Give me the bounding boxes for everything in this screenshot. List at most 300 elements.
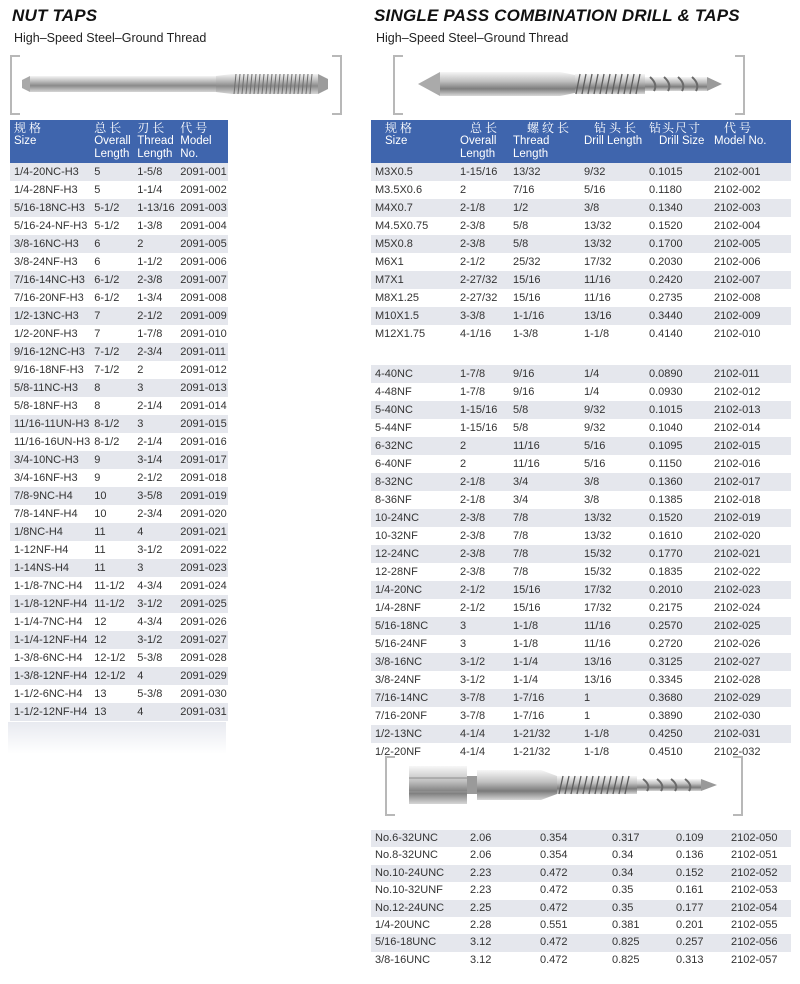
table-cell: 3-5/8	[133, 487, 176, 505]
table-cell: 5-3/8	[137, 652, 163, 664]
table-cell: 2102-029	[710, 689, 791, 707]
table-cell: 1/4-20NC	[371, 581, 456, 599]
table-cell: 7/8-9NC-H4	[10, 487, 90, 505]
table-cell: 2102-025	[710, 617, 791, 635]
table-cell: 5/16-24-NF-H3	[14, 220, 88, 232]
table-cell: 5/8	[509, 401, 580, 419]
table-cell: M3.5X0.6	[375, 184, 423, 196]
table-cell: 1/8NC-H4	[10, 523, 90, 541]
table-row	[371, 253, 791, 271]
table-cell: 1/2	[509, 199, 580, 217]
table-cell: 3/8-16NC	[371, 653, 456, 671]
table-cell: 2091-029	[176, 667, 228, 685]
table-cell: 2-1/4	[137, 436, 163, 448]
table-cell: 2-1/2	[133, 307, 176, 325]
table-row	[10, 235, 228, 253]
table-cell: 2102-051	[731, 849, 778, 862]
table-cell: 2091-030	[180, 688, 227, 700]
table-cell: 2102-027	[710, 653, 791, 671]
table-cell: 2-3/8	[460, 530, 486, 542]
table-row	[10, 523, 228, 541]
table-cell: 0.4250	[645, 725, 710, 743]
table-cell: 3	[456, 617, 509, 635]
table-cell: 17/32	[584, 602, 612, 614]
table-cell: 2.06	[466, 830, 536, 847]
table-cell: 1/4-20NC-H3	[10, 163, 90, 181]
combo-taps-subtitle: High–Speed Steel–Ground Thread	[376, 31, 569, 45]
table-cell: 0.3125	[645, 653, 710, 671]
table-row	[371, 307, 791, 325]
table-cell: 1-15/16	[456, 401, 509, 419]
table-row	[10, 325, 228, 343]
table-cell: 4-3/4	[137, 616, 163, 628]
table-cell: 2102-019	[710, 509, 791, 527]
table-cell: 11	[90, 559, 133, 577]
table-cell: 9/16-12NC-H3	[10, 343, 90, 361]
table-row	[371, 473, 791, 491]
table-cell: 10	[94, 508, 107, 520]
table-row	[371, 725, 791, 743]
hex-tap-photo-bracket-left	[385, 756, 395, 816]
table-cell: 2102-023	[710, 581, 791, 599]
table-cell: 1-1/4	[137, 184, 163, 196]
table-cell: 2102-028	[714, 674, 761, 686]
table-cell: 0.1180	[649, 184, 682, 196]
table-cell: 2091-011	[176, 343, 228, 361]
table-cell: 1-15/16	[460, 422, 498, 434]
hex-shank-tap-image	[395, 760, 731, 810]
table-cell: 1	[584, 710, 591, 722]
table-cell: 8-1/2	[94, 436, 120, 448]
nut-tap-photo-bracket-right	[332, 55, 342, 115]
table-cell: 9/32	[580, 163, 645, 181]
table-row	[371, 689, 791, 707]
table-row	[371, 455, 791, 473]
table-cell: 4	[133, 523, 176, 541]
table-cell: 2091-020	[180, 508, 227, 520]
table-cell: 10-24NC	[371, 509, 456, 527]
table-row	[10, 685, 228, 703]
table-cell: 0.4510	[649, 746, 683, 758]
table-cell: 2-3/8	[456, 509, 509, 527]
table-cell: 1-7/8	[456, 365, 509, 383]
table-cell: 3	[460, 638, 467, 650]
nut-taps-body	[10, 163, 228, 721]
table-cell: 0.34	[612, 849, 634, 862]
table-cell: 6	[94, 256, 101, 268]
table-cell: 7/8	[513, 530, 529, 542]
table-cell: 1/4-28NF-H3	[14, 184, 78, 196]
table-row	[371, 882, 791, 899]
table-cell: 2.06	[470, 849, 492, 862]
table-cell: 2091-003	[176, 199, 228, 217]
table-cell: 0.1040	[649, 422, 683, 434]
table-cell: 2091-028	[180, 652, 227, 664]
table-cell: 2-3/8	[460, 220, 486, 232]
table-cell: 0.152	[672, 865, 727, 882]
table-cell: 2-27/32	[460, 292, 498, 304]
table-cell: 2102-011	[710, 365, 791, 383]
table-cell: No.8-32UNC	[375, 849, 438, 862]
table-cell: 11	[94, 544, 106, 556]
table-cell: 2102-004	[714, 220, 761, 232]
table-cell: 0.1360	[645, 473, 710, 491]
table-row	[371, 599, 791, 617]
table-cell: 10-32NF	[375, 530, 418, 542]
combo-taps-gap	[371, 343, 791, 365]
table-cell: 9	[94, 472, 101, 484]
table-cell: 1-3/8	[513, 328, 539, 340]
table-cell: 1/2-13NC-H3	[10, 307, 90, 325]
table-cell: 0.3890	[649, 710, 683, 722]
header-thread-length: 刃长 Thread Length	[133, 120, 176, 163]
table-row	[10, 703, 228, 721]
table-cell: 0.0930	[649, 386, 683, 398]
table-row	[10, 577, 228, 595]
table-cell: 0.1095	[645, 437, 710, 455]
table-row	[10, 199, 228, 217]
table-cell: 1/4-20UNC	[375, 919, 431, 932]
table-cell: 1-1/8	[509, 617, 580, 635]
combo-taps-table	[371, 120, 791, 761]
table-cell: 1-1/4	[513, 674, 539, 686]
header-size: 规格 Size	[10, 120, 90, 163]
table-cell: 3/8-24NF	[375, 674, 421, 686]
table-cell: 2091-007	[176, 271, 228, 289]
table-cell: 7/8	[509, 545, 580, 563]
table-cell: 2102-016	[714, 458, 761, 470]
table-cell: 2102-009	[710, 307, 791, 325]
table-row	[371, 847, 791, 864]
table-row	[371, 383, 791, 401]
table-cell: 17/32	[580, 581, 645, 599]
table-row	[10, 595, 228, 613]
table-cell: 15/32	[584, 566, 612, 578]
table-cell: 2091-014	[180, 400, 227, 412]
table-cell: 13/16	[580, 653, 645, 671]
table-row	[371, 743, 791, 761]
table-cell: 2102-003	[710, 199, 791, 217]
table-cell: 5/8-18NF-H3	[14, 400, 78, 412]
table-cell: 5-1/2	[94, 220, 120, 232]
table-cell: 0.472	[540, 884, 568, 897]
table-row	[10, 505, 228, 523]
table-row	[371, 289, 791, 307]
table-cell: 15/16	[513, 602, 541, 614]
table-cell: 3.12	[466, 934, 536, 951]
table-cell: 2	[456, 437, 509, 455]
table-row	[10, 613, 228, 631]
table-cell: 3/8-16UNC	[375, 953, 431, 966]
table-cell: 8-1/2	[90, 415, 133, 433]
table-row	[371, 491, 791, 509]
table-cell: 2091-009	[176, 307, 228, 325]
table-cell: 13/32	[584, 220, 612, 232]
table-row	[10, 451, 228, 469]
table-cell: 4-1/4	[456, 725, 509, 743]
table-cell: 0.472	[540, 953, 568, 966]
table-row	[371, 401, 791, 419]
table-cell: 15/16	[509, 581, 580, 599]
table-cell: 0.1015	[645, 401, 710, 419]
table-cell: 3/4-10NC-H3	[10, 451, 90, 469]
table-cell: 0.472	[536, 934, 608, 951]
table-cell: 3-1/2	[137, 544, 163, 556]
table-cell: 2102-052	[727, 865, 791, 882]
table-cell: 2102-015	[710, 437, 791, 455]
table-row	[371, 671, 791, 689]
table-cell: 3-1/2	[133, 631, 176, 649]
table-cell: 1-3/8	[137, 220, 163, 232]
table-cell: 3/4-16NF-H3	[14, 472, 78, 484]
table-cell: 1-21/32	[509, 725, 580, 743]
table-cell: 11	[90, 523, 133, 541]
table-cell: 3/8	[584, 494, 600, 506]
table-cell: 4	[133, 667, 176, 685]
table-cell: 1-15/16	[456, 163, 509, 181]
table-cell: 3-7/8	[456, 689, 509, 707]
table-cell: 2091-022	[180, 544, 227, 556]
table-cell: 2091-016	[180, 436, 227, 448]
header-drill-length: 钻头长 Drill Length	[580, 120, 645, 163]
table-cell: 2091-004	[180, 220, 227, 232]
table-cell: 2091-005	[176, 235, 228, 253]
table-row	[371, 163, 791, 181]
combo-tap-photo-bracket-right	[735, 55, 745, 115]
table-cell: 1-1/8-7NC-H4	[14, 580, 83, 592]
table-cell: 2-3/8	[133, 271, 176, 289]
table-cell: 1-3/8-6NC-H4	[14, 652, 83, 664]
table-cell: 8-32NC	[371, 473, 456, 491]
table-cell: 9/16	[513, 386, 535, 398]
table-cell: 2	[133, 235, 176, 253]
table-cell: 2.28	[470, 919, 492, 932]
table-cell: 4	[133, 703, 176, 721]
table-row	[10, 559, 228, 577]
table-cell: 2091-015	[176, 415, 228, 433]
nut-taps-title: NUT TAPS	[12, 6, 98, 25]
nut-taps-table	[10, 120, 228, 721]
table-cell: 2-1/2	[137, 472, 163, 484]
table-cell: 2-3/4	[133, 343, 176, 361]
table-cell: 11/16	[584, 638, 611, 650]
hex-taps-body	[371, 830, 791, 969]
table-cell: 2091-018	[180, 472, 227, 484]
table-cell: 2.23	[470, 884, 492, 897]
table-cell: 2102-002	[714, 184, 761, 196]
table-cell: 9/16	[509, 365, 580, 383]
table-row	[10, 649, 228, 667]
table-cell: 1	[580, 689, 645, 707]
table-cell: 2102-021	[710, 545, 791, 563]
table-cell: 1-14NS-H4	[10, 559, 90, 577]
table-cell: 1-3/8-12NF-H4	[10, 667, 90, 685]
table-cell: 2102-005	[710, 235, 791, 253]
table-row	[371, 509, 791, 527]
table-cell: 0.1520	[645, 509, 710, 527]
table-cell: 0.472	[536, 900, 608, 917]
table-cell: 9/32	[580, 401, 645, 419]
table-cell: 2-1/8	[456, 473, 509, 491]
table-cell: 1/2-13NC	[371, 725, 456, 743]
table-cell: 12	[90, 631, 133, 649]
table-cell: M4.5X0.75	[375, 220, 429, 232]
table-row	[371, 917, 791, 934]
table-cell: 5/16	[580, 437, 645, 455]
header-overall-length: 总长 Overall Length	[90, 120, 133, 163]
table-cell: 2091-012	[180, 364, 227, 376]
table-cell: 1-7/8	[460, 386, 486, 398]
table-cell: 13/32	[580, 509, 645, 527]
table-cell: 0.177	[672, 900, 727, 917]
table-cell: 3/8-24NF-H3	[14, 256, 78, 268]
table-cell: 1-1/2	[137, 256, 163, 268]
table-cell: 11-1/2	[94, 580, 125, 592]
table-cell: 1-21/32	[513, 746, 551, 758]
table-row	[371, 235, 791, 253]
table-cell: 2-3/8	[456, 235, 509, 253]
nut-taps-table-footer-shade	[8, 722, 226, 754]
table-cell: 3/8	[580, 473, 645, 491]
header-drill-size: 钻头尺寸 Drill Size	[645, 120, 710, 163]
table-cell: 7-1/2	[90, 343, 133, 361]
table-cell: 4-40NC	[371, 365, 456, 383]
table-cell: 0.34	[608, 865, 672, 882]
table-cell: 1-7/8	[137, 328, 163, 340]
table-cell: 9/16-18NF-H3	[14, 364, 84, 376]
table-cell: 15/16	[509, 271, 580, 289]
table-cell: 11-1/2	[90, 595, 133, 613]
table-row	[10, 289, 228, 307]
table-cell: 0.1835	[649, 566, 683, 578]
table-cell: 17/32	[584, 256, 612, 268]
table-cell: No.10-24UNC	[371, 865, 466, 882]
table-row	[371, 900, 791, 917]
table-cell: 7	[94, 328, 101, 340]
table-cell: M6X1	[375, 256, 404, 268]
table-cell: 2-1/8	[456, 199, 509, 217]
table-row	[371, 181, 791, 199]
table-cell: 1-13/16	[133, 199, 176, 217]
table-cell: 7/16	[513, 184, 535, 196]
table-cell: 0.4140	[649, 328, 683, 340]
table-row	[10, 253, 228, 271]
table-row	[10, 361, 228, 379]
combo-taps-header-row	[371, 120, 791, 163]
header-overall-length: 总长 Overall Length	[456, 120, 509, 163]
table-row	[10, 469, 228, 487]
table-cell: 2091-026	[180, 616, 227, 628]
table-cell: 2102-012	[714, 386, 761, 398]
table-cell: 11/16	[580, 271, 645, 289]
header-model-no: 代号 Model No.	[710, 120, 791, 163]
table-cell: 5/16-24NF	[375, 638, 427, 650]
combo-tap-image	[410, 60, 730, 110]
table-cell: 0.3345	[649, 674, 683, 686]
table-cell: 3/8	[580, 199, 645, 217]
table-cell: 0.2735	[649, 292, 683, 304]
table-cell: 2-1/4	[137, 400, 163, 412]
table-cell: 0.3680	[645, 689, 710, 707]
table-cell: 2-1/8	[460, 494, 486, 506]
table-cell: 2102-014	[714, 422, 761, 434]
table-cell: 0.35	[612, 884, 634, 897]
table-row	[10, 667, 228, 685]
table-cell: 11/16	[580, 617, 645, 635]
table-row	[371, 365, 791, 383]
table-cell: 1/2-20NF	[375, 746, 421, 758]
table-cell: 13	[90, 703, 133, 721]
table-cell: No.12-24UNC	[371, 900, 466, 917]
table-row	[371, 419, 791, 437]
table-row	[371, 635, 791, 653]
table-cell: 0.1015	[645, 163, 710, 181]
table-cell: 2102-006	[714, 256, 761, 268]
table-cell: 2091-002	[180, 184, 227, 196]
table-cell: 2102-050	[727, 830, 791, 847]
table-row	[10, 397, 228, 415]
table-cell: 10	[90, 487, 133, 505]
table-cell: 2	[460, 184, 467, 196]
table-cell: 0.3440	[645, 307, 710, 325]
table-cell: 0.161	[676, 884, 704, 897]
table-cell: 0.1385	[649, 494, 683, 506]
table-cell: M10X1.5	[371, 307, 456, 325]
table-cell: 0.1700	[645, 235, 710, 253]
table-cell: 2091-021	[176, 523, 228, 541]
table-cell: 2-3/8	[460, 566, 486, 578]
table-cell: 2102-057	[731, 953, 778, 966]
table-cell: 0.109	[672, 830, 727, 847]
nut-tap-image	[18, 66, 332, 106]
table-cell: 3-1/2	[460, 674, 486, 686]
table-cell: 2091-025	[176, 595, 228, 613]
table-cell: 2-3/8	[456, 545, 509, 563]
table-cell: 3/4	[509, 473, 580, 491]
table-row	[371, 952, 791, 969]
table-cell: 2-27/32	[456, 271, 509, 289]
table-cell: 5-3/8	[137, 688, 163, 700]
table-cell: 1-1/8-12NF-H4	[10, 595, 90, 613]
table-cell: 13	[94, 688, 107, 700]
table-cell: 11/16	[509, 437, 580, 455]
table-cell: 7/16-14NC-H3	[10, 271, 90, 289]
table-row	[371, 217, 791, 235]
table-cell: 2.23	[466, 865, 536, 882]
table-cell: 1/4	[580, 365, 645, 383]
table-cell: 0.2720	[649, 638, 683, 650]
table-cell: 0.257	[672, 934, 727, 951]
table-cell: 2091-017	[176, 451, 228, 469]
table-cell: 0.313	[676, 953, 704, 966]
table-cell: 2102-026	[714, 638, 761, 650]
table-cell: 6-32NC	[371, 437, 456, 455]
table-cell: 2102-031	[710, 725, 791, 743]
table-row	[10, 379, 228, 397]
table-cell: 2091-010	[180, 328, 227, 340]
table-row	[371, 934, 791, 951]
table-row	[10, 217, 228, 235]
table-cell: 4-48NF	[375, 386, 412, 398]
table-cell: M12X1.75	[375, 328, 426, 340]
table-cell: 1-1/4-7NC-H4	[14, 616, 83, 628]
table-cell: 2091-008	[180, 292, 227, 304]
table-cell: 3	[133, 559, 176, 577]
table-cell: 7/16-20NF-H3	[14, 292, 84, 304]
table-cell: 15/16	[513, 292, 541, 304]
table-cell: 7/8-14NF-H4	[14, 508, 78, 520]
table-cell: 2091-023	[176, 559, 228, 577]
